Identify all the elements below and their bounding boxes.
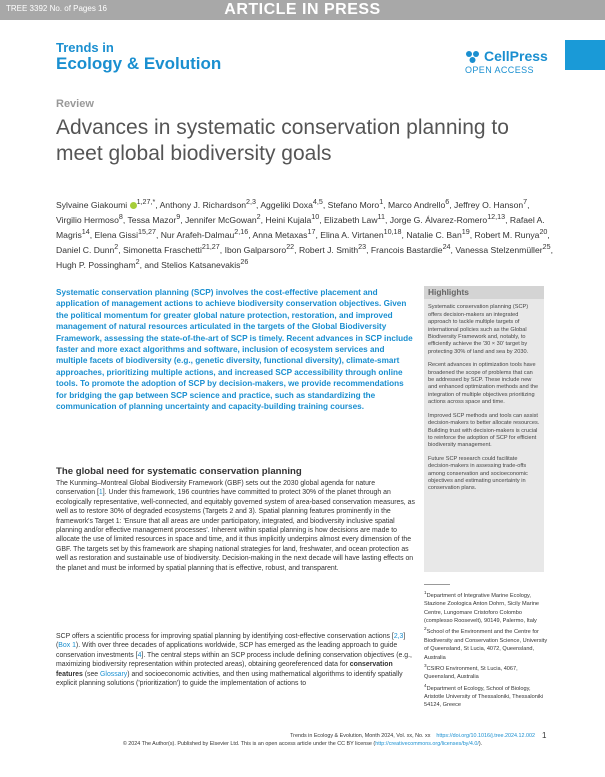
body-paragraph-1 bbox=[56, 479, 416, 573]
author-affiliation-sup: 2 bbox=[256, 213, 261, 222]
cellpress-logo-icon bbox=[465, 50, 481, 64]
article-type: Review bbox=[56, 98, 94, 110]
author-name: Tessa Mazor bbox=[127, 214, 177, 225]
affiliation-item bbox=[424, 625, 550, 661]
author-name: Nur Arafeh-Dalmau bbox=[160, 229, 235, 240]
doi-link[interactable]: https://doi.org/10.1016/j.tree.2024.12.002 bbox=[436, 733, 535, 739]
text-run: (see bbox=[82, 670, 101, 678]
highlight-item: Systematic conservation planning (SCP) offers decision-makers an integrated approach to tackle multiple targets of international policies such as the Global Biodiversity Framework and, notably, to efficiently achieve the '30 × 30' target by protecting 30% of land and sea by 2030. bbox=[428, 304, 529, 355]
reference-link[interactable]: 2,3 bbox=[393, 633, 404, 640]
author-name: Virgilio Hermoso bbox=[56, 214, 119, 225]
affiliation-number: 2 bbox=[424, 626, 427, 632]
highlight-item: Improved SCP methods and tools can assist decision-makers to better allocate resources. Building trust with decision-makers is crucial to reinforce the adoption of SCP for efficient biodiversity management. bbox=[428, 412, 540, 449]
author-affiliation-sup: 24 bbox=[442, 243, 451, 252]
author-affiliation-sup: 12,13 bbox=[487, 213, 506, 222]
author-name: Elena Gissi bbox=[94, 229, 139, 240]
author-name: Rafael A. Magris bbox=[56, 214, 545, 240]
reference-link[interactable]: Box 1 bbox=[58, 642, 76, 650]
author-affiliation-sup: 21,27 bbox=[201, 243, 220, 252]
author-name: Hugh P. Possingham bbox=[56, 260, 136, 271]
article-in-press-banner: ARTICLE IN PRESS bbox=[224, 1, 381, 18]
author-name: Robert J. Smith bbox=[298, 245, 359, 256]
text-run: ]. The central steps within an SCP process include defining conservation objectives (e.g., maximizing biodiversity representation within protected areas), obtaining georeferenced data for bbox=[56, 651, 412, 669]
highlight-item: Recent advances in optimization tools have broadened the scope of problems that can be addressed by SCP. These include new and enhanced optimization methods and the integration of multiple objectives prioritizing actions across space and time. bbox=[428, 362, 539, 406]
publisher-name: CellPress bbox=[484, 48, 548, 64]
author-affiliation-sup: 25 bbox=[542, 243, 551, 252]
affiliation-divider bbox=[424, 584, 450, 585]
cellpress-logo bbox=[465, 48, 565, 76]
reference-link[interactable]: 1 bbox=[98, 489, 103, 497]
author-name: Stefano Moro bbox=[327, 199, 380, 210]
footer-journal: Trends in Ecology & Evolution, Month 2024, Vol. xx, No. xx bbox=[290, 733, 431, 739]
author-affiliation-sup: 17 bbox=[307, 228, 316, 237]
affiliation-item bbox=[424, 589, 550, 625]
author-affiliation-sup: 10,18 bbox=[383, 228, 402, 237]
affiliation-number: 3 bbox=[424, 662, 427, 668]
author-name: Simonetta Fraschetti bbox=[123, 245, 202, 256]
author-name: Vanessa Stelzenmüller bbox=[455, 245, 543, 256]
author-name: Natalie C. Ban bbox=[406, 229, 462, 240]
author-affiliation-sup: 15,27 bbox=[138, 228, 156, 237]
highlights-box bbox=[424, 286, 544, 572]
author-affiliation-sup: 11 bbox=[377, 213, 385, 222]
article-title: Advances in systematic conservation planning to meet global biodiversity goals bbox=[56, 116, 509, 165]
license-link[interactable]: http://creativecommons.org/licenses/by/4.0/ bbox=[375, 741, 479, 747]
affiliation-text: CSIRO Environment, St Lucia, 4067, Queensland, Australia bbox=[424, 665, 518, 681]
author-name: Robert M. Runya bbox=[474, 229, 540, 240]
author-name: Jeffrey O. Hanson bbox=[454, 199, 524, 210]
author-name: Sylvaine Giakoumi bbox=[56, 199, 128, 210]
text-run: ) and socioeconomic activities, and then using mathematical algorithms to identify spatially explicit planning solutions ('prioritization') to guide the implementation of actions to bbox=[56, 670, 403, 688]
author-name: Anna Metaxas bbox=[252, 229, 308, 240]
author-affiliation-sup: 23 bbox=[358, 243, 367, 252]
author-affiliation-sup: 2,3 bbox=[246, 198, 256, 206]
affiliation-text: School of the Environment and the Centre for Biodiversity and Conservation Science, University of Queensland, St Lucia, 4072, Queensland, Australia bbox=[424, 629, 548, 661]
author-affiliation-sup: 2 bbox=[135, 258, 140, 267]
author-name: Aggeliki Doxa bbox=[260, 199, 313, 210]
author-list: Sylvaine Giakoumi $^{1,27,*}$, Anthony J. Richardson$^{2,3}$, Aggeliki Doxa$^{4,5}$, Stefano Moro$^1$, Marco Andrello$^6$, Jeffrey O. Hanson$^7$, Virgilio Hermoso$^8$, Tessa Mazor$^9$, Jennifer McGowan$^2$, Heini Kujala$^{10}$, Elizabeth Law$^{11}$, Jorge G. Álvarez-Romero$^{12,13}$, Rafael A. Magris$^{14}$, Elena Gissi$^{15,27}$, Nur Arafeh-Dalmau$^{2,16}$, Anna Metaxas$^{17}$, Elina A. Virtanen$^{10,18}$, Natalie C. Ban$^{19}$, Robert M. Runya$^{20}$, Daniel C. Dunn$^2$, Simonetta Fraschetti$^{21,27}$, Ibon Galparsoro$^{22}$, Robert J. Smith$^{23}$, Francois Bastardie$^{24}$, Vanessa Stelzenmüller$^{25}$, Hugh P. Possingham$^2$, and Stelios Katsanevakis$^{26}$ bbox=[56, 198, 553, 271]
copyright-end: ). bbox=[478, 741, 483, 747]
author-affiliation-sup: 14 bbox=[81, 228, 90, 237]
author-affiliation-sup: 9 bbox=[176, 213, 181, 222]
author-affiliation-sup: 19 bbox=[461, 228, 470, 237]
author-name: Elina A. Virtanen bbox=[320, 229, 384, 240]
affiliation-item bbox=[424, 662, 550, 682]
author-name: Jorge G. Álvarez-Romero bbox=[389, 214, 488, 225]
affiliations bbox=[424, 589, 550, 710]
author-affiliation-sup: 7 bbox=[523, 198, 528, 206]
affiliation-number: 4 bbox=[424, 682, 427, 688]
highlights-title: Highlights bbox=[424, 286, 544, 299]
top-bar bbox=[0, 0, 605, 20]
author-name: Stelios Katsanevakis bbox=[161, 260, 241, 271]
text-run: ]. Under this framework, 196 countries have committed to protect 30% of the planet through an ecologically representative, well-connected, and equitably governed system of area-based conservation measures, as well as to restore 30% of degraded ecosystems (Targets 2 and 3). Spatial planning features prominently in the framework's Target 1: 'Ensure that all areas are under participatory, integrated, and biodiversity inclusive spatial planning and/or effective management processes'. Inherent within spatial planning is how decisions are made to allocate the use of limited resources in space and time, and it thus implicitly underpins almost every dimension of the GBF. The targets set by this framework are shaping national strategies for land, freshwater, and ocean protection as well as restoration and sustainable use of biodiversity. Decision-making in the next decade will have lasting effects on the planet and must be informed by spatial planning that is effective, robust, and transparent. bbox=[56, 489, 415, 572]
author-affiliation-sup: 20 bbox=[539, 228, 548, 237]
affiliation-number: 1 bbox=[424, 590, 427, 595]
footer-copyright bbox=[0, 741, 605, 747]
page-number: 1 bbox=[542, 731, 547, 740]
author-name: Jennifer McGowan bbox=[184, 214, 257, 225]
author-name: Ibon Galparsoro bbox=[224, 245, 287, 256]
reference-link[interactable]: 4 bbox=[137, 651, 142, 659]
author-name: Heini Kujala bbox=[265, 214, 312, 225]
glossary-term: conservation features bbox=[56, 661, 393, 678]
footer-citation bbox=[0, 733, 535, 739]
open-access-label: OPEN ACCESS bbox=[465, 65, 534, 75]
affiliation-item bbox=[424, 682, 550, 710]
author-affiliation-sup: 1 bbox=[379, 198, 384, 206]
running-header: TREE 3392 No. of Pages 16 bbox=[6, 4, 107, 13]
author-affiliation-sup: 6 bbox=[445, 198, 450, 206]
orcid-icon[interactable] bbox=[130, 202, 137, 209]
body-paragraph-2 bbox=[56, 632, 416, 688]
author-affiliation-sup: 8 bbox=[118, 213, 123, 222]
text-run: ] ( bbox=[56, 633, 406, 650]
text-run: ). With over three decades of applications worldwide, SCP has emerged as the leading approach to guide conservation investments [ bbox=[56, 642, 398, 659]
abstract: Systematic conservation planning (SCP) involves the cost-effective placement and application of management actions to achieve biodiversity conservation objectives. Given the political momentum for greater global nature protection, restoration, and improved management of natural resources articulated in the targets of the Global Biodiversity Framework, assessing the state-of-the-art of SCP is timely. Recent advances in SCP include faster and more exact algorithms and software, inclusion of ecosystem services and multiple facets of biodiversity (e.g., genetic diversity, functional diversity), climate-smart approaches, prioritizing multiple actions, and increased SCP accessibility through online tools. To promote the adoption of SCP by decision-makers, we provide recommendations for bridging the gap between SCP science and practice, such as standardizing the communication of planning uncertainty and capacity-building training courses. bbox=[56, 288, 413, 412]
journal-title-line1: Trends in bbox=[56, 40, 114, 55]
journal-title-line2: Ecology & Evolution bbox=[56, 54, 222, 73]
affiliation-text: Department of Integrative Marine Ecology, Stazione Zoologica Anton Dohrn, Sicily Marine Centre, Lungomare Cristoforo Colombo (complesso Roosevelt), 90149, Palermo, Italy bbox=[424, 592, 540, 625]
author-name: Francois Bastardie bbox=[370, 245, 443, 256]
affiliation-text: Department of Ecology, School of Biology, Aristotle University of Thessaloniki, Thessaloniki 54124, Greece bbox=[424, 685, 544, 709]
author-affiliation-sup: 1,27,* bbox=[136, 198, 156, 206]
cyan-tab-marker bbox=[565, 40, 605, 70]
author-name: Elizabeth Law bbox=[324, 214, 378, 225]
reference-link[interactable]: Glossary bbox=[100, 670, 128, 678]
author-name: Marco Andrello bbox=[387, 199, 446, 210]
copyright-text: © 2024 The Author(s). Published by Elsevier Ltd. This is an open access article under the CC BY license ( bbox=[122, 741, 376, 747]
text-run: The Kunming–Montreal Global Biodiversity Framework (GBF) sets out the 2030 global agenda for nature conservation [ bbox=[56, 480, 376, 497]
author-affiliation-sup: 4,5 bbox=[312, 198, 323, 206]
author-affiliation-sup: 22 bbox=[286, 243, 295, 252]
text-run: SCP offers a scientific process for improving spatial planning by identifying cost-effective conservation actions [ bbox=[56, 633, 394, 640]
author-affiliation-sup: 26 bbox=[240, 258, 249, 267]
highlight-item: Future SCP research could facilitate decision-makers in assessing trade-offs among conservation and socioeconomic objectives and estimating uncertainty in conservation plans. bbox=[428, 455, 528, 492]
author-affiliation-sup: 10 bbox=[311, 213, 320, 222]
author-name: Anthony J. Richardson bbox=[159, 199, 247, 210]
section-heading: The global need for systematic conservation planning bbox=[56, 466, 302, 477]
author-name: Daniel C. Dunn bbox=[56, 245, 115, 256]
author-affiliation-sup: 2 bbox=[114, 243, 119, 252]
author-affiliation-sup: 2,16 bbox=[234, 228, 249, 237]
